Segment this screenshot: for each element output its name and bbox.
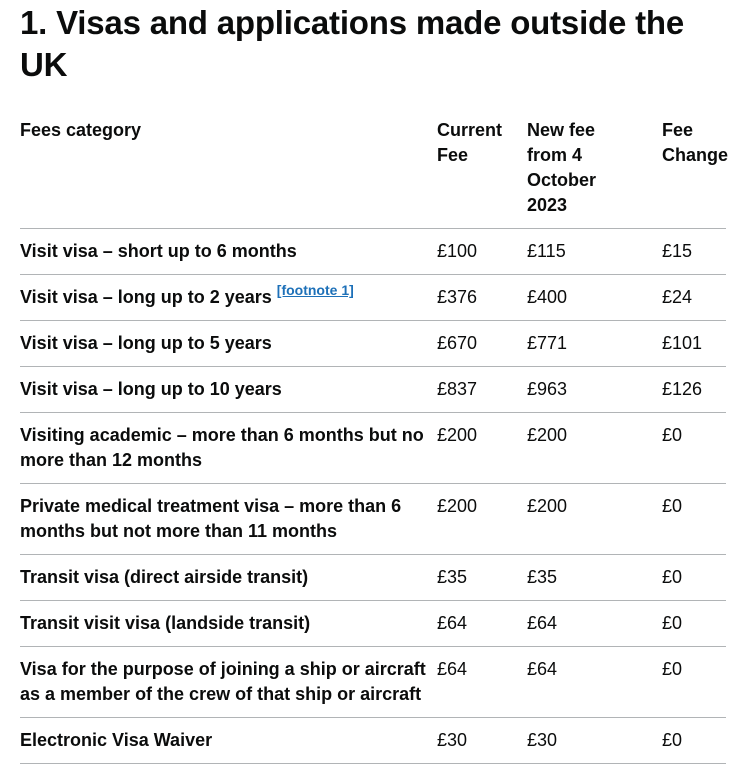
table-row: [20, 321, 726, 367]
fee-change-cell: £0: [662, 647, 726, 718]
table-row: [20, 718, 726, 764]
current-fee-cell: £670: [437, 321, 527, 367]
fee-change-cell: £24: [662, 275, 726, 321]
new-fee-cell: £64: [527, 601, 662, 647]
new-fee-cell: £771: [527, 321, 662, 367]
fees-category-cell: [20, 321, 437, 367]
fees-category-label: Transit visit visa (landside transit): [20, 613, 311, 633]
fees-category-label: Visit visa – long up to 2 years: [20, 287, 272, 307]
fees-category-label: Visit visa – long up to 10 years: [20, 379, 282, 399]
current-fee-cell: £200: [437, 413, 527, 484]
fees-category-label: Electronic Visa Waiver: [20, 730, 213, 750]
fees-category-label: Visa for the purpose of joining a ship or aircraft as a member of the crew of that ship or aircraft: [20, 659, 426, 704]
fee-change-cell: £126: [662, 367, 726, 413]
fee-change-cell: £15: [662, 229, 726, 275]
new-fee-cell: £35: [527, 555, 662, 601]
table-header: [20, 108, 729, 229]
current-fee-cell: £200: [437, 484, 527, 555]
fee-change-cell: £101: [662, 321, 726, 367]
fees-category-cell: [20, 601, 437, 647]
table-row: [20, 647, 726, 718]
fees-category-label: Private medical treatment visa – more than 6 months but not more than 11 months: [20, 496, 402, 541]
fees-category-label: Transit visa (direct airside transit): [20, 567, 309, 587]
fees-category-cell: [20, 275, 437, 321]
table-header-row: [20, 108, 726, 229]
fees-table: [20, 108, 729, 764]
fee-change-cell: £0: [662, 601, 726, 647]
fees-category-label: Visit visa – long up to 5 years: [20, 333, 272, 353]
fee-change-cell: £0: [662, 555, 726, 601]
column-header-fee-change-cell: [662, 108, 729, 229]
fees-category-cell: [20, 484, 437, 555]
new-fee-cell: £115: [527, 229, 662, 275]
new-fee-cell: £200: [527, 413, 662, 484]
fees-category-label: Visiting academic – more than 6 months but no more than 12 months: [20, 425, 424, 470]
current-fee-cell: £376: [437, 275, 527, 321]
new-fee-cell: £400: [527, 275, 662, 321]
new-fee-cell: £200: [527, 484, 662, 555]
column-header-new-fee: New fee from 4 October 2023: [527, 120, 597, 215]
footnote-superscript: [277, 282, 354, 298]
current-fee-cell: £100: [437, 229, 527, 275]
table-row: [20, 275, 726, 321]
current-fee-cell: £35: [437, 555, 527, 601]
table-row: [20, 484, 726, 555]
table-row: [20, 413, 726, 484]
fees-category-cell: [20, 555, 437, 601]
column-header-fees-category-cell: [20, 108, 437, 229]
table-row: [20, 555, 726, 601]
table-body: [20, 229, 726, 764]
new-fee-cell: £64: [527, 647, 662, 718]
table-row: [20, 229, 726, 275]
fee-change-cell: £0: [662, 718, 726, 764]
table-row: [20, 601, 726, 647]
fee-change-cell: £0: [662, 484, 726, 555]
page-title: 1. Visas and applications made outside the UK: [20, 4, 685, 83]
current-fee-cell: £64: [437, 601, 527, 647]
column-header-current-fee: Current Fee: [437, 120, 503, 165]
current-fee-cell: £837: [437, 367, 527, 413]
footnote-link[interactable]: [footnote 1]: [276, 282, 354, 298]
column-header-new-fee-cell: [527, 108, 662, 229]
fees-category-cell: [20, 647, 437, 718]
current-fee-cell: £64: [437, 647, 527, 718]
table-row: [20, 367, 726, 413]
current-fee-cell: £30: [437, 718, 527, 764]
column-header-fee-change: Fee Change: [662, 120, 729, 165]
fees-category-cell: [20, 718, 437, 764]
new-fee-cell: £30: [527, 718, 662, 764]
new-fee-cell: £963: [527, 367, 662, 413]
fees-category-label: Visit visa – short up to 6 months: [20, 241, 297, 261]
fees-category-cell: [20, 413, 437, 484]
column-header-fees-category: Fees category: [20, 120, 142, 140]
fee-change-cell: £0: [662, 413, 726, 484]
fees-category-cell: [20, 367, 437, 413]
column-header-current-fee-cell: [437, 108, 527, 229]
fees-category-cell: [20, 229, 437, 275]
